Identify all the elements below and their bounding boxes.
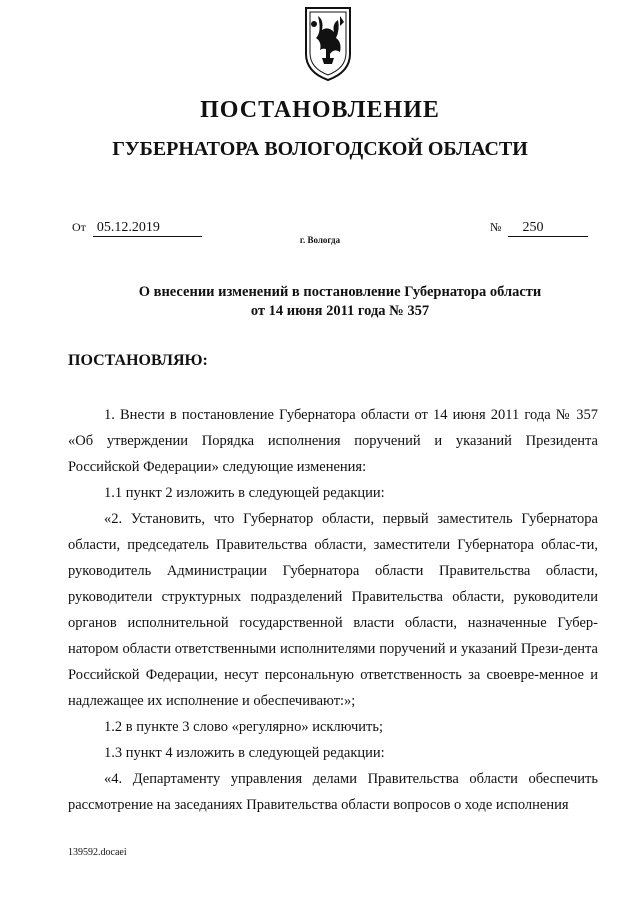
- document-body: [68, 402, 598, 818]
- number-value: 250: [508, 220, 588, 237]
- paragraph: 1.1 пункт 2 изложить в следующей редакции:: [104, 485, 385, 501]
- number-prefix: №: [490, 220, 502, 234]
- paragraph: 1. Внести в постановление Губернатора области от 14 июня 2011 года № 357 «Об утверждении Порядка исполнения поручений и указаний Президента Российской Федерации» следующие изменения:: [68, 407, 598, 475]
- decree-heading: ПОСТАНОВЛЯЮ:: [68, 352, 208, 369]
- footer-file-code: 139592.docaei: [68, 847, 127, 858]
- paragraph: 1.2 в пункте 3 слово «регулярно» исключить;: [104, 719, 383, 735]
- subject-line-1: О внесении изменений в постановление Губернатора области: [138, 284, 542, 300]
- document-subtitle: ГУБЕРНАТОРА ВОЛОГОДСКОЙ ОБЛАСТИ: [112, 138, 528, 160]
- paragraph: 1.3 пункт 4 изложить в следующей редакции:: [104, 745, 385, 761]
- coat-of-arms-emblem: [300, 2, 356, 82]
- date-value: 05.12.2019: [93, 220, 202, 237]
- document-title: ПОСТАНОВЛЕНИЕ: [200, 97, 440, 123]
- date-prefix: От: [72, 220, 86, 234]
- paragraph: «2. Установить, что Губернатор области, первый заместитель Губернатора области, председатель Правительства области, заместители Губернатора облас-ти, руководитель Администрации Губернатора области Правительства области, руководители структурных подразделений Правительства области, руководители органов исполнительной государственной власти области, назначенные Губер-натором области ответственными исполнителями поручений и указаний Прези-дента Российской Федерации, несут персональную ответственность за своевре-менное и надлежащее их исполнение и обеспечивают:»;: [68, 511, 598, 709]
- subject-line-2: от 14 июня 2011 года № 357: [250, 303, 430, 319]
- document-subject: [60, 283, 620, 321]
- city-label: г. Вологда: [299, 235, 341, 245]
- paragraph: «4. Департаменту управления делами Правительства области обеспечить рассмотрение на заседаниях Правительства области вопросов о ходе исполнения: [68, 771, 598, 813]
- coat-of-arms-icon: [300, 2, 356, 82]
